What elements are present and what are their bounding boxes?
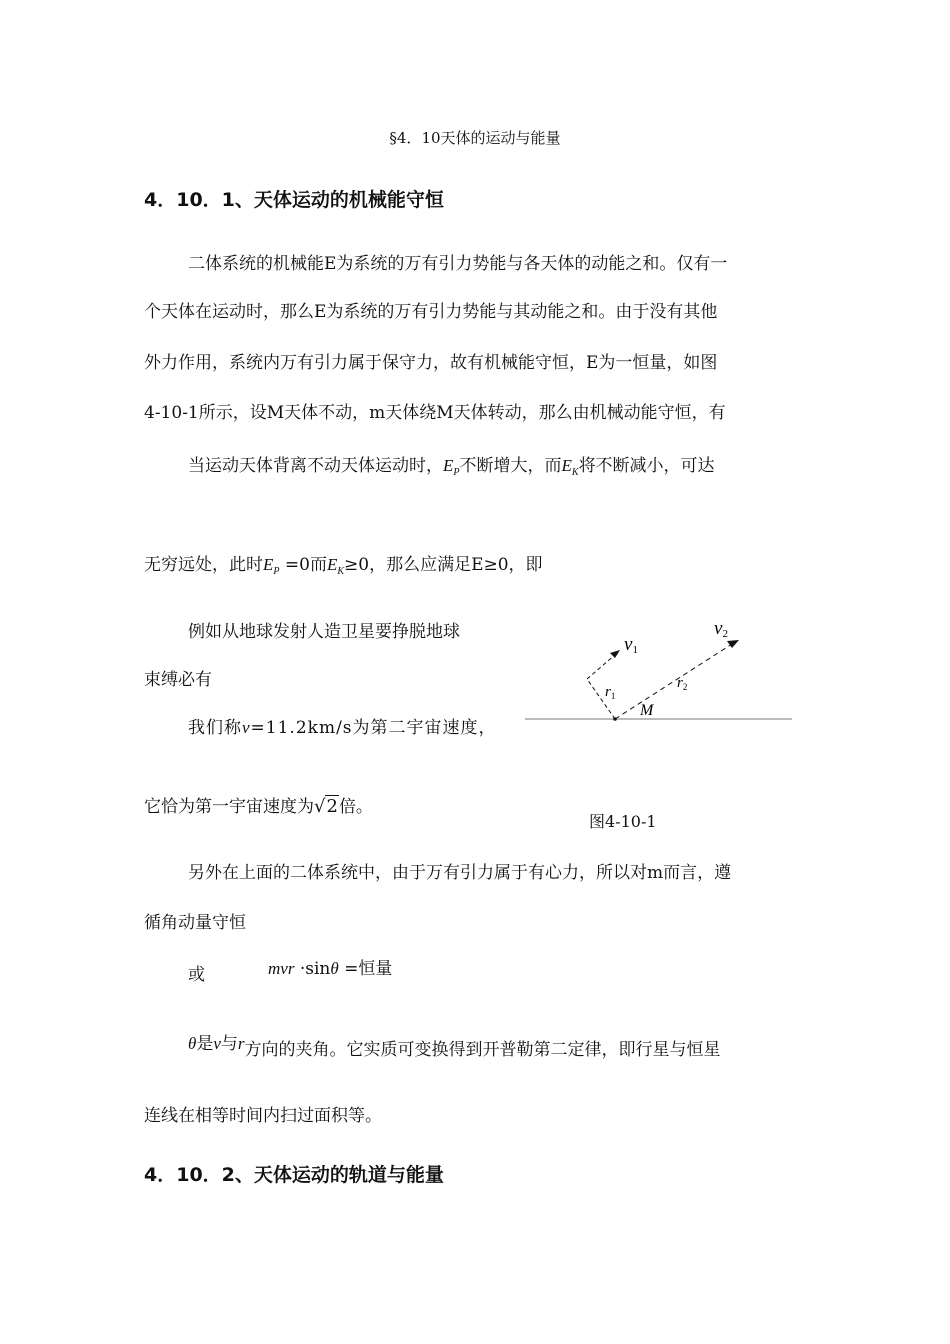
para2-text-a: 当运动天体背离不动天体运动时， [188,456,443,476]
ek-subscript: K [571,467,579,478]
section-heading-2: 4．10．2、天体运动的轨道与能量 [144,1164,444,1186]
section-heading-1: 4．10．1、天体运动的机械能守恒 [144,189,444,211]
para1-line2: 个天体在运动时，那么E为系统的万有引力势能与其动能之和。由于没有其他 [144,302,718,322]
para7-line1: 另外在上面的二体系统中，由于万有引力属于有心力，所以对m而言，遵 [188,863,732,883]
ek-letter: E [326,555,338,574]
orbit-figure [520,610,810,735]
ek-symbol [561,456,579,478]
theta-symbol: θ [188,1034,197,1053]
para10: 连线在相等时间内扫过面积等。 [144,1106,382,1126]
r2-label: $r_2$ [677,675,688,692]
para1-line4: 4-10-1所示，设M天体不动，m天体绕M天体转动，那么由机械动能守恒，有 [144,403,726,423]
para2-text-b: 不断增大，而 [459,456,562,476]
sqrt-radicand: 2 [326,796,338,817]
yu-text: 与 [220,1034,238,1054]
constant-term: =恒量 [338,959,393,979]
page-title: §4．10天体的运动与能量 [389,129,561,147]
para3-text-a: 无穷远处，此时 [144,555,263,575]
para6-text-b: 倍。 [338,797,373,817]
para3-text-b: 而 [309,555,327,575]
para2-text-c: 将不断减小，可达 [578,456,715,476]
para1-line3: 外力作用，系统内万有引力属于保守力，故有机械能守恒，E为一恒量，如图 [144,353,718,373]
ep-letter: E [443,456,454,475]
v1-label: v1 [624,634,638,656]
para7-line2: 循角动量守恒 [144,913,246,933]
ep-zero-symbol [263,555,280,577]
para1-line1: 二体系统的机械能E为系统的万有引力势能与各天体的动能之和。仅有一 [188,254,728,274]
sin-term: ·sin [294,959,331,979]
mvr-term: mvr [268,959,295,978]
para6 [144,792,373,817]
ep-subscript: P [273,566,280,577]
figure-caption: 图4-10-1 [589,812,657,831]
v1-line [587,654,616,679]
ep-letter: E [263,555,274,574]
v2-arrowhead [727,640,739,648]
v-symbol: v [213,1034,221,1053]
v1-arrowhead [610,650,620,658]
ek-letter: E [561,456,572,475]
M-label: M [640,702,654,719]
r1-label: $r_1$ [605,684,616,701]
para5-text-a: 我们称 [188,718,242,738]
para4-line2: 束缚必有 [144,670,212,690]
equals-zero: =0 [279,555,310,575]
para6-text-a: 它恰为第一宇宙速度为 [144,797,314,817]
theta-symbol: θ [330,959,339,978]
para5-text-b: =11.2km/s为第二宇宙速度， [250,718,497,738]
sqrt-sign: √ [314,796,326,817]
r-symbol: r [237,1034,245,1053]
ek-subscript: K [337,566,345,577]
v2-label: v2 [714,618,728,640]
para9-rest: 方向的夹角。它实质可变换得到开普勒第二定律，即行星与恒星 [244,1040,721,1060]
ek-symbol [326,555,345,577]
para9 [188,1029,721,1060]
para3 [144,550,543,577]
ep-symbol [443,456,460,478]
v-symbol: v [242,718,251,737]
para4-line1: 例如从地球发射人造卫星要挣脱地球 [188,622,460,642]
para3-text-c: ≥0，那么应满足E≥0，即 [344,555,543,575]
para2 [188,451,715,478]
ep-subscript: P [453,467,460,478]
para8-huo: 或 [188,965,205,985]
sqrt-expression [314,796,339,817]
angular-momentum-formula [268,954,392,979]
para5 [188,713,497,738]
shi-text: 是 [196,1034,214,1054]
